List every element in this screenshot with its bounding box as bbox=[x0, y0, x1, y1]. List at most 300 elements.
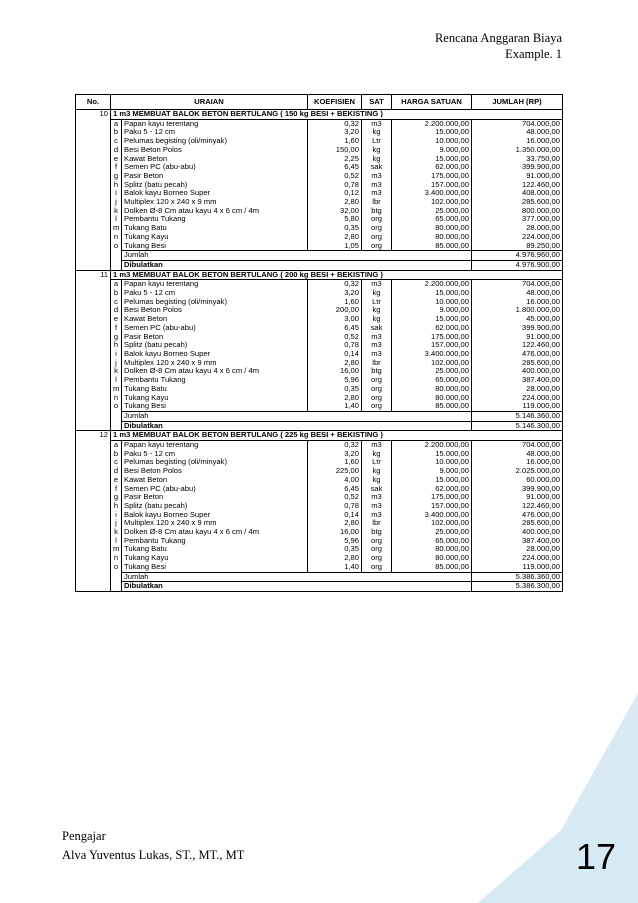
item-unit: kg bbox=[362, 155, 392, 164]
item-unit-price: 175.000,00 bbox=[392, 172, 472, 181]
item-letter: c bbox=[111, 298, 122, 307]
section-number: 10 bbox=[76, 110, 111, 120]
item-amount: 387.400,00 bbox=[472, 537, 563, 546]
section-number: 11 bbox=[76, 270, 111, 280]
item-unit: lbr bbox=[362, 359, 392, 368]
item-coefficient: 1,05 bbox=[308, 242, 362, 251]
item-unit: lbr bbox=[362, 519, 392, 528]
item-coefficient: 150,00 bbox=[308, 146, 362, 155]
item-unit-price: 62.000,00 bbox=[392, 163, 472, 172]
item-amount: 399.900,00 bbox=[472, 163, 563, 172]
item-unit: org bbox=[362, 376, 392, 385]
item-unit-price: 9.000,00 bbox=[392, 467, 472, 476]
table-row bbox=[76, 181, 563, 190]
item-letter: e bbox=[111, 155, 122, 164]
item-unit-price: 25.000,00 bbox=[392, 528, 472, 537]
item-amount: 119.000,00 bbox=[472, 563, 563, 572]
item-amount: 400.000,00 bbox=[472, 528, 563, 537]
item-unit: org bbox=[362, 545, 392, 554]
table-row bbox=[76, 554, 563, 563]
footer-label: Pengajar bbox=[62, 829, 106, 843]
table-row bbox=[76, 493, 563, 502]
item-letter: i bbox=[111, 189, 122, 198]
item-description: Tukang Batu bbox=[122, 224, 308, 233]
table-row bbox=[76, 155, 563, 164]
item-letter: d bbox=[111, 467, 122, 476]
item-unit: kg bbox=[362, 306, 392, 315]
row-no-cell bbox=[76, 502, 111, 511]
item-coefficient: 225,00 bbox=[308, 467, 362, 476]
item-letter: o bbox=[111, 563, 122, 572]
item-coefficient: 6,45 bbox=[308, 163, 362, 172]
table-row bbox=[76, 172, 563, 181]
table-row bbox=[76, 519, 563, 528]
item-amount: 48.000,00 bbox=[472, 289, 563, 298]
item-coefficient: 0,32 bbox=[308, 441, 362, 450]
item-unit: m3 bbox=[362, 341, 392, 350]
item-unit: org bbox=[362, 402, 392, 411]
table-row bbox=[76, 215, 563, 224]
item-description: Balok kayu Borneo Super bbox=[122, 189, 308, 198]
item-unit-price: 25.000,00 bbox=[392, 207, 472, 216]
item-coefficient: 0,32 bbox=[308, 119, 362, 128]
table-row bbox=[76, 502, 563, 511]
footer bbox=[62, 827, 244, 865]
item-unit-price: 62.000,00 bbox=[392, 324, 472, 333]
item-amount: 704.000,00 bbox=[472, 280, 563, 289]
item-amount: 33.750,00 bbox=[472, 155, 563, 164]
jumlah-value: 5.146.360,00 bbox=[472, 411, 563, 421]
item-amount: 89.250,00 bbox=[472, 242, 563, 251]
item-description: Tukang Kayu bbox=[122, 233, 308, 242]
item-unit: m3 bbox=[362, 280, 392, 289]
row-no-cell bbox=[76, 511, 111, 520]
item-unit: org bbox=[362, 554, 392, 563]
item-unit: org bbox=[362, 242, 392, 251]
item-letter: j bbox=[111, 519, 122, 528]
item-description: Dolken Ø-8 Cm atau kayu 4 x 6 cm / 4m bbox=[122, 528, 308, 537]
dibulatkan-value: 5.146.300,00 bbox=[472, 421, 563, 431]
section-title-row bbox=[76, 110, 563, 120]
table-row bbox=[76, 385, 563, 394]
item-unit-price: 175.000,00 bbox=[392, 333, 472, 342]
item-coefficient: 0,35 bbox=[308, 224, 362, 233]
page-header bbox=[435, 30, 562, 62]
item-coefficient: 2,80 bbox=[308, 198, 362, 207]
item-description: Tukang Besi bbox=[122, 402, 308, 411]
item-amount: 28.000,00 bbox=[472, 385, 563, 394]
item-unit-price: 3.400.000,00 bbox=[392, 350, 472, 359]
row-no-cell bbox=[76, 411, 111, 421]
row-no-cell bbox=[76, 224, 111, 233]
dibulatkan-row bbox=[76, 260, 563, 270]
col-header-uraian: URAIAN bbox=[111, 95, 308, 110]
row-no-cell bbox=[76, 251, 111, 261]
item-unit: kg bbox=[362, 450, 392, 459]
item-unit-price: 10.000,00 bbox=[392, 298, 472, 307]
item-coefficient: 2,80 bbox=[308, 359, 362, 368]
item-amount: 119.000,00 bbox=[472, 402, 563, 411]
item-letter: l bbox=[111, 215, 122, 224]
item-amount: 16.000,00 bbox=[472, 458, 563, 467]
item-description: Tukang Besi bbox=[122, 242, 308, 251]
item-unit-price: 15.000,00 bbox=[392, 476, 472, 485]
item-description: Semen PC (abu-abu) bbox=[122, 324, 308, 333]
item-letter: h bbox=[111, 341, 122, 350]
row-no-cell bbox=[76, 298, 111, 307]
item-coefficient: 0,78 bbox=[308, 341, 362, 350]
item-coefficient: 3,20 bbox=[308, 289, 362, 298]
item-unit-price: 9.000,00 bbox=[392, 306, 472, 315]
item-amount: 224.000,00 bbox=[472, 233, 563, 242]
item-unit: sak bbox=[362, 324, 392, 333]
item-description: Kawat Beton bbox=[122, 315, 308, 324]
dibulatkan-value: 4.976.900,00 bbox=[472, 260, 563, 270]
item-unit-price: 80.000,00 bbox=[392, 554, 472, 563]
item-letter: f bbox=[111, 485, 122, 494]
item-unit: m3 bbox=[362, 172, 392, 181]
table-row bbox=[76, 545, 563, 554]
item-coefficient: 1,60 bbox=[308, 298, 362, 307]
table-row bbox=[76, 163, 563, 172]
item-coefficient: 5,80 bbox=[308, 215, 362, 224]
dibulatkan-row bbox=[76, 582, 563, 592]
table-row bbox=[76, 224, 563, 233]
item-coefficient: 0,32 bbox=[308, 280, 362, 289]
item-letter: m bbox=[111, 545, 122, 554]
table-row bbox=[76, 207, 563, 216]
item-coefficient: 0,78 bbox=[308, 181, 362, 190]
item-unit-price: 9.000,00 bbox=[392, 146, 472, 155]
item-description: Tukang Besi bbox=[122, 563, 308, 572]
item-description: Tukang Batu bbox=[122, 545, 308, 554]
item-description: Multiplex 120 x 240 x 9 mm bbox=[122, 359, 308, 368]
item-unit: btg bbox=[362, 367, 392, 376]
item-unit-price: 157.000,00 bbox=[392, 341, 472, 350]
table-row bbox=[76, 198, 563, 207]
item-coefficient: 4,00 bbox=[308, 476, 362, 485]
item-letter: h bbox=[111, 502, 122, 511]
header-subtitle: Example. 1 bbox=[505, 47, 562, 61]
item-unit-price: 157.000,00 bbox=[392, 181, 472, 190]
row-no-cell bbox=[76, 394, 111, 403]
row-no-cell bbox=[76, 242, 111, 251]
dibulatkan-label: Dibulatkan bbox=[122, 421, 472, 431]
item-unit-price: 3.400.000,00 bbox=[392, 511, 472, 520]
item-amount: 48.000,00 bbox=[472, 450, 563, 459]
item-letter: a bbox=[111, 119, 122, 128]
item-amount: 285.600,00 bbox=[472, 198, 563, 207]
item-amount: 122.460,00 bbox=[472, 341, 563, 350]
item-description: Splitz (batu pecah) bbox=[122, 502, 308, 511]
item-description: Papan kayu terentang bbox=[122, 119, 308, 128]
row-no-cell bbox=[76, 376, 111, 385]
item-description: Pembantu Tukang bbox=[122, 215, 308, 224]
item-letter: o bbox=[111, 242, 122, 251]
item-amount: 16.000,00 bbox=[472, 137, 563, 146]
item-description: Besi Beton Polos bbox=[122, 467, 308, 476]
item-description: Pelumas begisting (oli/minyak) bbox=[122, 137, 308, 146]
item-unit: btg bbox=[362, 528, 392, 537]
item-description: Paku 5 - 12 cm bbox=[122, 128, 308, 137]
table-row bbox=[76, 467, 563, 476]
row-no-cell bbox=[76, 333, 111, 342]
row-no-cell bbox=[76, 582, 111, 592]
item-unit-price: 3.400.000,00 bbox=[392, 189, 472, 198]
item-unit-price: 80.000,00 bbox=[392, 224, 472, 233]
item-letter: m bbox=[111, 224, 122, 233]
item-description: Papan kayu terentang bbox=[122, 441, 308, 450]
item-amount: 1.800.000,00 bbox=[472, 306, 563, 315]
item-description: Splitz (batu pecah) bbox=[122, 341, 308, 350]
table-row bbox=[76, 528, 563, 537]
row-no-cell bbox=[76, 545, 111, 554]
row-no-cell bbox=[76, 324, 111, 333]
row-no-cell bbox=[76, 537, 111, 546]
item-unit: org bbox=[362, 537, 392, 546]
item-letter: n bbox=[111, 233, 122, 242]
item-letter: d bbox=[111, 306, 122, 315]
row-letter-cell bbox=[111, 260, 122, 270]
item-coefficient: 5,96 bbox=[308, 537, 362, 546]
item-amount: 704.000,00 bbox=[472, 441, 563, 450]
item-unit-price: 2.200.000,00 bbox=[392, 441, 472, 450]
section-title-row bbox=[76, 431, 563, 441]
row-no-cell bbox=[76, 441, 111, 450]
col-header-harga-satuan: HARGA SATUAN bbox=[392, 95, 472, 110]
row-no-cell bbox=[76, 493, 111, 502]
item-description: Balok kayu Borneo Super bbox=[122, 350, 308, 359]
table-row bbox=[76, 333, 563, 342]
item-amount: 91.000,00 bbox=[472, 333, 563, 342]
row-no-cell bbox=[76, 519, 111, 528]
item-amount: 285.600,00 bbox=[472, 519, 563, 528]
jumlah-value: 4.976.960,00 bbox=[472, 251, 563, 261]
item-coefficient: 3,20 bbox=[308, 128, 362, 137]
item-coefficient: 1,40 bbox=[308, 563, 362, 572]
item-unit-price: 157.000,00 bbox=[392, 502, 472, 511]
item-coefficient: 0,14 bbox=[308, 350, 362, 359]
item-unit-price: 10.000,00 bbox=[392, 137, 472, 146]
item-coefficient: 2,25 bbox=[308, 155, 362, 164]
item-coefficient: 3,20 bbox=[308, 450, 362, 459]
item-description: Tukang Batu bbox=[122, 385, 308, 394]
item-letter: j bbox=[111, 359, 122, 368]
row-no-cell bbox=[76, 572, 111, 582]
item-description: Pelumas begisting (oli/minyak) bbox=[122, 298, 308, 307]
item-amount: 91.000,00 bbox=[472, 493, 563, 502]
item-description: Besi Beton Polos bbox=[122, 146, 308, 155]
row-no-cell bbox=[76, 280, 111, 289]
item-amount: 48.000,00 bbox=[472, 128, 563, 137]
item-amount: 1.350.000,00 bbox=[472, 146, 563, 155]
item-description: Multiplex 120 x 240 x 9 mm bbox=[122, 519, 308, 528]
item-letter: m bbox=[111, 385, 122, 394]
jumlah-row bbox=[76, 411, 563, 421]
table-row bbox=[76, 128, 563, 137]
item-unit: org bbox=[362, 394, 392, 403]
row-no-cell bbox=[76, 119, 111, 128]
row-no-cell bbox=[76, 189, 111, 198]
item-letter: b bbox=[111, 450, 122, 459]
item-unit: kg bbox=[362, 315, 392, 324]
row-no-cell bbox=[76, 528, 111, 537]
corner-decoration-front bbox=[478, 763, 638, 903]
item-amount: 224.000,00 bbox=[472, 554, 563, 563]
item-letter: c bbox=[111, 458, 122, 467]
row-no-cell bbox=[76, 359, 111, 368]
item-coefficient: 32,00 bbox=[308, 207, 362, 216]
item-letter: k bbox=[111, 367, 122, 376]
item-letter: o bbox=[111, 402, 122, 411]
item-amount: 45.000,00 bbox=[472, 315, 563, 324]
table-row bbox=[76, 485, 563, 494]
item-description: Tukang Kayu bbox=[122, 554, 308, 563]
table-row bbox=[76, 233, 563, 242]
item-coefficient: 2,80 bbox=[308, 554, 362, 563]
item-amount: 2.025.000,00 bbox=[472, 467, 563, 476]
row-letter-cell bbox=[111, 582, 122, 592]
item-unit-price: 10.000,00 bbox=[392, 458, 472, 467]
row-no-cell bbox=[76, 341, 111, 350]
item-description: Pelumas begisting (oli/minyak) bbox=[122, 458, 308, 467]
item-letter: h bbox=[111, 181, 122, 190]
item-amount: 60.000,00 bbox=[472, 476, 563, 485]
item-unit-price: 85.000,00 bbox=[392, 563, 472, 572]
item-coefficient: 2,80 bbox=[308, 233, 362, 242]
item-unit: m3 bbox=[362, 119, 392, 128]
row-no-cell bbox=[76, 476, 111, 485]
item-coefficient: 0,78 bbox=[308, 502, 362, 511]
table-row bbox=[76, 476, 563, 485]
item-description: Pembantu Tukang bbox=[122, 537, 308, 546]
row-no-cell bbox=[76, 172, 111, 181]
item-unit: org bbox=[362, 233, 392, 242]
item-coefficient: 16,00 bbox=[308, 528, 362, 537]
jumlah-row bbox=[76, 251, 563, 261]
item-description: Semen PC (abu-abu) bbox=[122, 163, 308, 172]
item-letter: d bbox=[111, 146, 122, 155]
item-description: Paku 5 - 12 cm bbox=[122, 289, 308, 298]
footer-author: Alva Yuventus Lukas, ST., MT., MT bbox=[62, 848, 245, 862]
item-unit-price: 175.000,00 bbox=[392, 493, 472, 502]
row-no-cell bbox=[76, 128, 111, 137]
item-unit-price: 80.000,00 bbox=[392, 545, 472, 554]
table-row bbox=[76, 402, 563, 411]
table-row bbox=[76, 441, 563, 450]
table-row bbox=[76, 341, 563, 350]
table-row bbox=[76, 537, 563, 546]
table-row bbox=[76, 367, 563, 376]
item-unit-price: 65.000,00 bbox=[392, 537, 472, 546]
item-letter: e bbox=[111, 315, 122, 324]
item-unit: m3 bbox=[362, 493, 392, 502]
item-unit-price: 15.000,00 bbox=[392, 289, 472, 298]
item-unit: kg bbox=[362, 476, 392, 485]
item-letter: e bbox=[111, 476, 122, 485]
item-description: Pembantu Tukang bbox=[122, 376, 308, 385]
table-row bbox=[76, 376, 563, 385]
budget-table bbox=[75, 94, 563, 592]
item-amount: 224.000,00 bbox=[472, 394, 563, 403]
item-letter: l bbox=[111, 537, 122, 546]
item-description: Semen PC (abu-abu) bbox=[122, 485, 308, 494]
item-unit-price: 80.000,00 bbox=[392, 385, 472, 394]
item-coefficient: 0,52 bbox=[308, 172, 362, 181]
item-unit: org bbox=[362, 385, 392, 394]
row-no-cell bbox=[76, 146, 111, 155]
item-coefficient: 6,45 bbox=[308, 324, 362, 333]
item-letter: i bbox=[111, 350, 122, 359]
table-row bbox=[76, 289, 563, 298]
item-amount: 476.000,00 bbox=[472, 350, 563, 359]
row-letter-cell bbox=[111, 572, 122, 582]
item-unit: m3 bbox=[362, 441, 392, 450]
item-description: Pasir Beton bbox=[122, 493, 308, 502]
row-no-cell bbox=[76, 485, 111, 494]
table-row bbox=[76, 359, 563, 368]
dibulatkan-row bbox=[76, 421, 563, 431]
item-coefficient: 0,35 bbox=[308, 545, 362, 554]
item-description: Dolken Ø-8 Cm atau kayu 4 x 6 cm / 4m bbox=[122, 207, 308, 216]
item-letter: n bbox=[111, 554, 122, 563]
item-amount: 285.600,00 bbox=[472, 359, 563, 368]
row-no-cell bbox=[76, 181, 111, 190]
item-letter: g bbox=[111, 333, 122, 342]
jumlah-label: Jumlah bbox=[122, 572, 472, 582]
row-letter-cell bbox=[111, 421, 122, 431]
item-description: Kawat Beton bbox=[122, 476, 308, 485]
header-title: Rencana Anggaran Biaya bbox=[434, 31, 562, 45]
item-amount: 377.000,00 bbox=[472, 215, 563, 224]
item-coefficient: 2,80 bbox=[308, 519, 362, 528]
item-unit-price: 80.000,00 bbox=[392, 394, 472, 403]
item-description: Papan kayu terentang bbox=[122, 280, 308, 289]
item-amount: 704.000,00 bbox=[472, 119, 563, 128]
item-description: Pasir Beton bbox=[122, 333, 308, 342]
item-unit: org bbox=[362, 215, 392, 224]
item-unit: kg bbox=[362, 146, 392, 155]
section-title: 1 m3 MEMBUAT BALOK BETON BERTULANG ( 150 kg BESI + BEKISTING ) bbox=[111, 110, 563, 120]
table-row bbox=[76, 137, 563, 146]
item-amount: 122.460,00 bbox=[472, 181, 563, 190]
item-coefficient: 0,14 bbox=[308, 511, 362, 520]
dibulatkan-label: Dibulatkan bbox=[122, 260, 472, 270]
row-no-cell bbox=[76, 215, 111, 224]
item-amount: 387.400,00 bbox=[472, 376, 563, 385]
item-letter: g bbox=[111, 493, 122, 502]
item-amount: 476.000,00 bbox=[472, 511, 563, 520]
table-row bbox=[76, 119, 563, 128]
table-header-row bbox=[76, 95, 563, 110]
item-unit-price: 65.000,00 bbox=[392, 376, 472, 385]
section-number: 12 bbox=[76, 431, 111, 441]
row-no-cell bbox=[76, 350, 111, 359]
row-no-cell bbox=[76, 450, 111, 459]
col-header-sat: SAT bbox=[362, 95, 392, 110]
item-amount: 408.000,00 bbox=[472, 189, 563, 198]
item-letter: f bbox=[111, 163, 122, 172]
item-letter: k bbox=[111, 207, 122, 216]
row-no-cell bbox=[76, 233, 111, 242]
section-title: 1 m3 MEMBUAT BALOK BETON BERTULANG ( 225 kg BESI + BEKISTING ) bbox=[111, 431, 563, 441]
item-unit-price: 80.000,00 bbox=[392, 233, 472, 242]
row-no-cell bbox=[76, 458, 111, 467]
item-description: Multiplex 120 x 240 x 9 mm bbox=[122, 198, 308, 207]
item-amount: 91.000,00 bbox=[472, 172, 563, 181]
item-coefficient: 0,12 bbox=[308, 189, 362, 198]
item-unit-price: 2.200.000,00 bbox=[392, 280, 472, 289]
